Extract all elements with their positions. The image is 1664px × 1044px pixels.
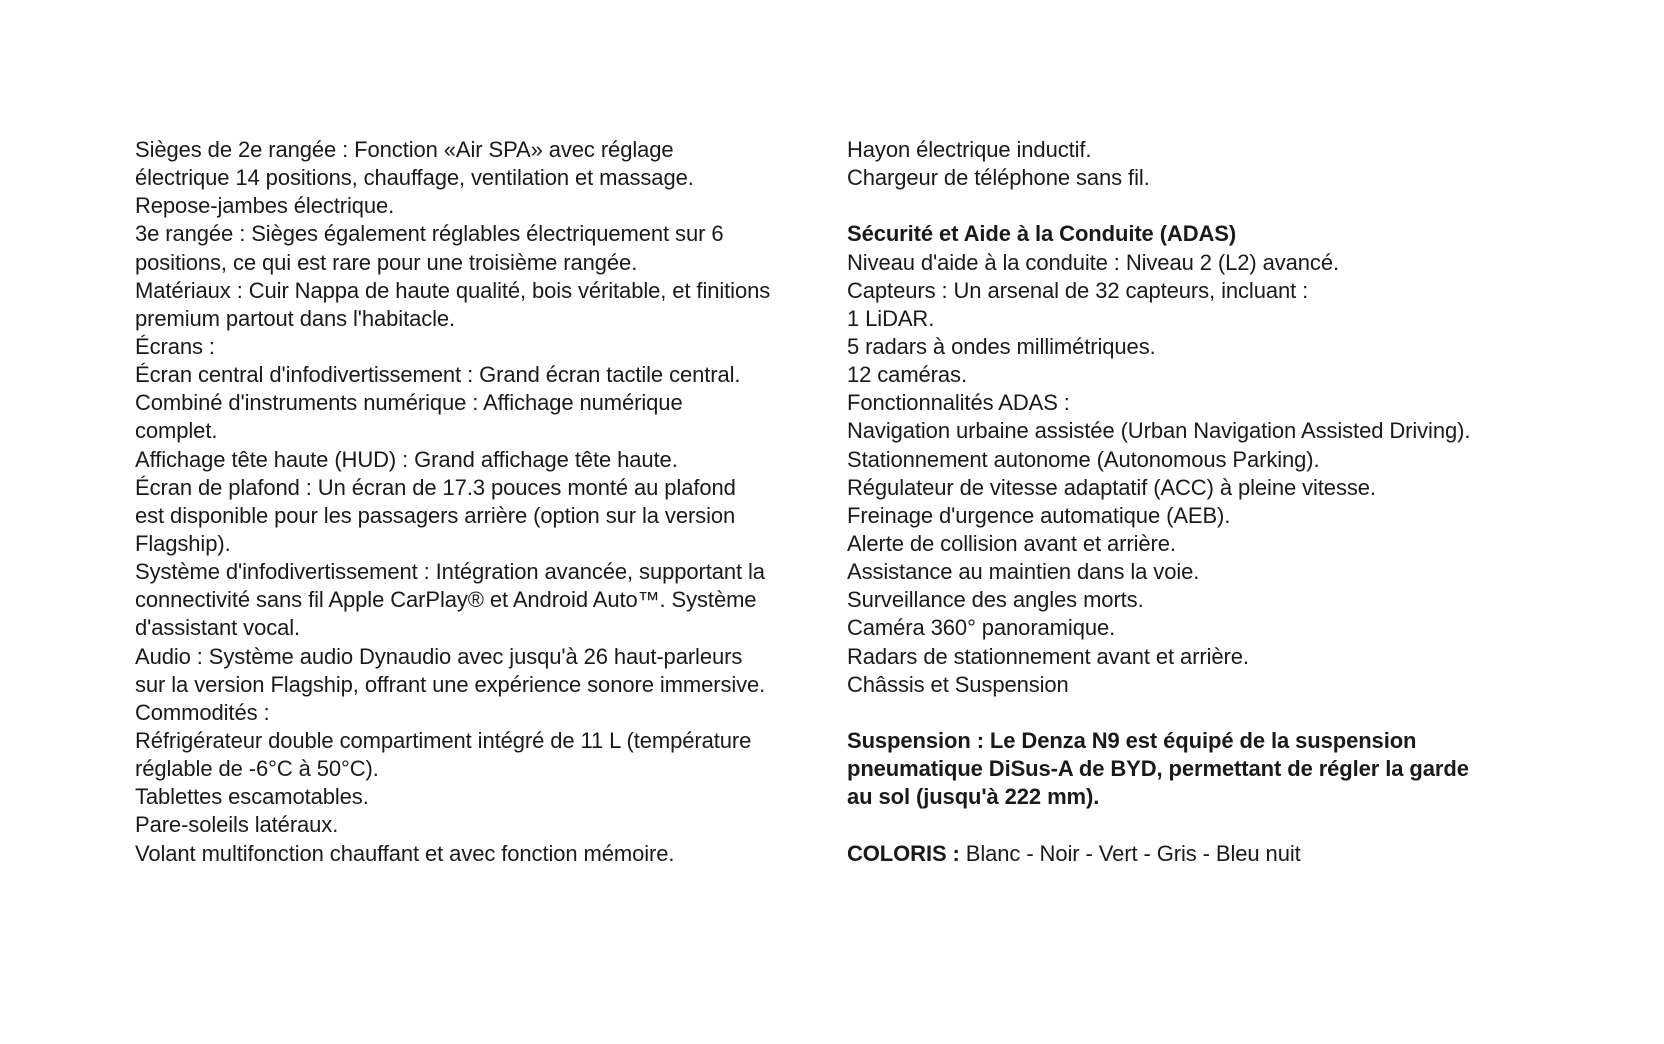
text-line: Hayon électrique inductif. (847, 137, 1092, 162)
text-line: Pare-soleils latéraux. (135, 812, 339, 838)
left-column (135, 136, 835, 868)
text-line: Repose-jambes électrique. (135, 193, 395, 219)
text-line: Système d'infodivertissement : Intégration avancée, supportant la (135, 559, 765, 585)
text-line: Alerte de collision avant et arrière. (847, 530, 1176, 556)
text-line: Freinage d'urgence automatique (AEB). (847, 502, 1231, 528)
text-line: connectivité sans fil Apple CarPlay® et Android Auto™. Système (135, 587, 757, 613)
text-line: Sièges de 2e rangée : Fonction «Air SPA» avec réglage (135, 137, 674, 162)
text-line: Réfrigérateur double compartiment intégré de 11 L (température (135, 727, 752, 753)
suspension-text-line: Suspension : Le Denza N9 est équipé de la suspension (847, 727, 1417, 753)
blank-line (847, 192, 1567, 220)
text-line: Flagship). (135, 530, 231, 556)
text-line: Écran de plafond : Un écran de 17.3 pouces monté au plafond (135, 474, 736, 500)
text-line: Tablettes escamotables. (135, 784, 369, 810)
text-line: Régulateur de vitesse adaptatif (ACC) à pleine vitesse. (847, 474, 1376, 500)
text-line: 12 caméras. (847, 362, 967, 388)
text-line: Commodités : (135, 699, 270, 725)
text-line: Audio : Système audio Dynaudio avec jusqu'à 26 haut-parleurs (135, 643, 743, 669)
text-line: positions, ce qui est rare pour une troisième rangée. (135, 249, 638, 275)
coloris-line (847, 840, 1567, 868)
text-line: 3e rangée : Sièges également réglables électriquement sur 6 (135, 221, 724, 247)
text-line: Écrans : (135, 333, 215, 359)
section-heading-adas: Sécurité et Aide à la Conduite (ADAS) (847, 221, 1237, 247)
coloris-value: Blanc - Noir - Vert - Gris - Bleu nuit (959, 840, 1301, 866)
text-line: Chargeur de téléphone sans fil. (847, 165, 1150, 191)
text-line: réglable de -6°C à 50°C). (135, 756, 379, 782)
blank-line (847, 699, 1567, 727)
text-line: 5 radars à ondes millimétriques. (847, 333, 1156, 359)
text-line: Affichage tête haute (HUD) : Grand affichage tête haute. (135, 446, 678, 472)
text-line: Fonctionnalités ADAS : (847, 390, 1070, 416)
text-line: sur la version Flagship, offrant une expérience sonore immersive. (135, 671, 766, 697)
text-line: Combiné d'instruments numérique : Affichage numérique (135, 390, 683, 416)
text-line: 1 LiDAR. (847, 305, 935, 331)
text-line: Niveau d'aide à la conduite : Niveau 2 (L2) avancé. (847, 249, 1339, 275)
text-line: est disponible pour les passagers arrière (option sur la version (135, 502, 736, 528)
text-line: Châssis et Suspension (847, 671, 1069, 697)
suspension-text-line: pneumatique DiSus-A de BYD, permettant de régler la garde (847, 756, 1469, 782)
text-line: Volant multifonction chauffant et avec fonction mémoire. (135, 840, 675, 866)
text-line: Assistance au maintien dans la voie. (847, 559, 1200, 585)
text-line: d'assistant vocal. (135, 615, 301, 641)
text-line: Radars de stationnement avant et arrière. (847, 643, 1249, 669)
text-line: Capteurs : Un arsenal de 32 capteurs, incluant : (847, 277, 1309, 303)
blank-line (847, 811, 1567, 839)
text-line: Caméra 360° panoramique. (847, 615, 1116, 641)
text-line: Matériaux : Cuir Nappa de haute qualité, bois véritable, et finitions (135, 277, 771, 303)
text-line: Écran central d'infodivertissement : Grand écran tactile central. (135, 362, 741, 388)
suspension-text-line: au sol (jusqu'à 222 mm). (847, 784, 1100, 810)
coloris-label: COLORIS : (847, 840, 960, 866)
text-line: Stationnement autonome (Autonomous Parking). (847, 446, 1320, 472)
text-line: complet. (135, 418, 218, 444)
text-line: Surveillance des angles morts. (847, 587, 1144, 613)
text-line: électrique 14 positions, chauffage, ventilation et massage. (135, 165, 694, 191)
text-line: premium partout dans l'habitacle. (135, 305, 456, 331)
right-column (847, 136, 1567, 868)
text-line: Navigation urbaine assistée (Urban Navigation Assisted Driving). (847, 418, 1471, 444)
